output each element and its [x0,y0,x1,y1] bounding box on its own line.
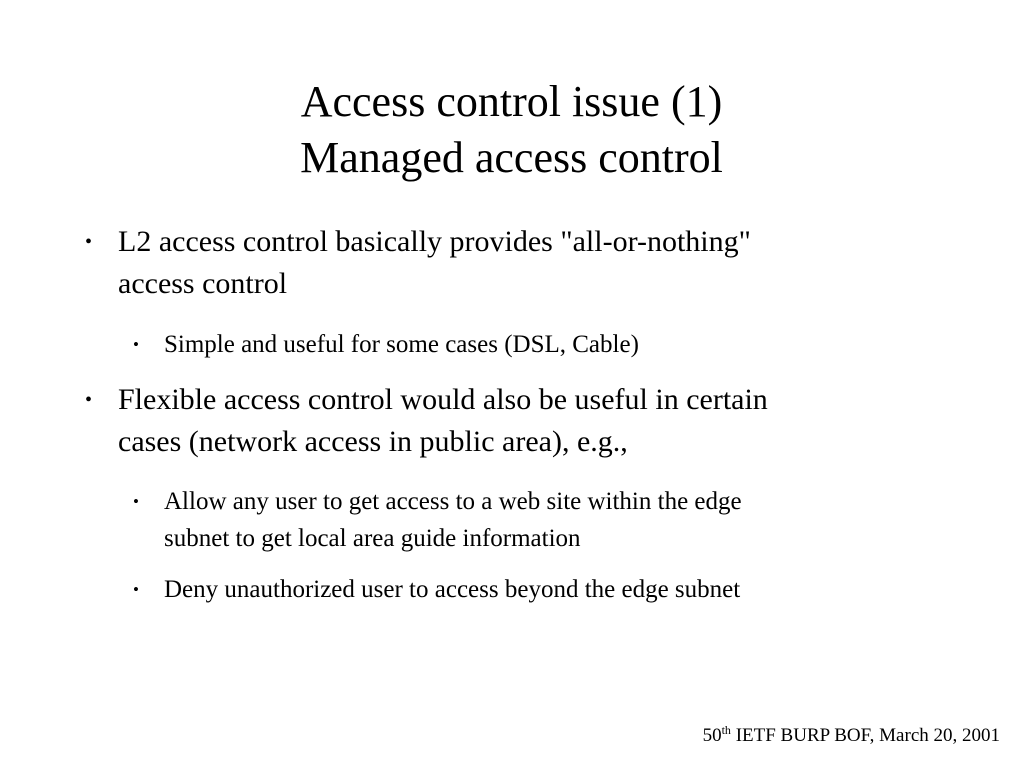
subbullet-simple-and-useful [133,326,983,363]
footer-number: 50 [702,725,722,746]
bullet-glyph: • [85,231,93,253]
bullet-glyph: • [133,580,139,599]
bullet-text-line: subnet to get local area guide information [164,525,581,552]
slide-title [0,74,1023,186]
bullet-glyph: • [133,492,139,511]
bullet-text-line: Simple and useful for some cases (DSL, Cable) [164,331,639,358]
bullet-glyph: • [133,335,139,354]
bullet-text-line: Flexible access control would also be useful in certain [118,383,768,416]
bullet-text-line: Deny unauthorized user to access beyond the edge subnet [164,576,741,603]
bullet-text-line: access control [118,267,288,300]
slide-title-line-2: Managed access control [300,133,723,182]
subbullet-deny-unauthorized [133,571,983,608]
footer-text: IETF BURP BOF, March 20, 2001 [730,725,1000,746]
bullet-glyph: • [85,389,93,411]
subbullet-allow-any-user [133,483,983,557]
slide-title-line-1: Access control issue (1) [300,77,723,126]
footer-superscript: th [721,723,731,737]
bullet-text-line: L2 access control basically provides "all-or-nothing" [118,225,751,258]
bullet-text-line: Allow any user to get access to a web site within the edge [164,488,742,515]
bullet-flexible-access-control [85,379,985,463]
bullet-text-line: cases (network access in public area), e.g., [118,425,628,458]
bullet-l2-access-control [85,221,985,305]
slide-footer [703,722,1000,750]
